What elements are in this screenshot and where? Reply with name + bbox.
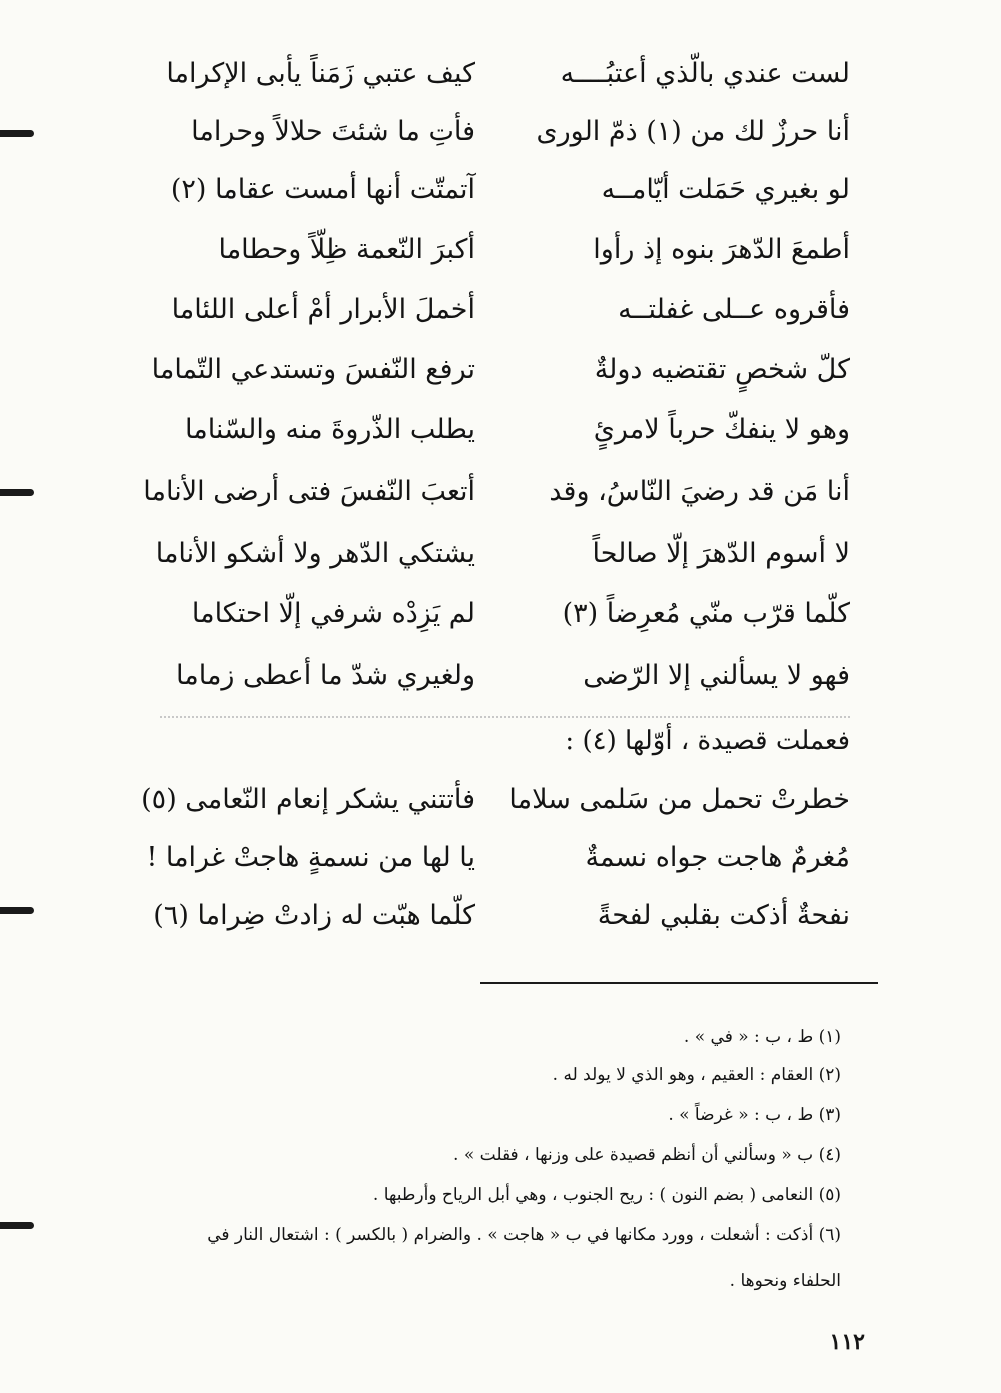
prose-intro: فعملت قصيدة ، أوّلها (٤) : [565, 726, 850, 756]
verse-first-hemistich: كلّما قرّب منّي مُعرِضاً (٣) [562, 598, 850, 629]
verse-row [141, 774, 850, 826]
verse-second-hemistich: يطلب الذّروةَ منه والسّناما [185, 414, 475, 445]
verse-first-hemistich: أطمعَ الدّهرَ بنوه إذ رأوا [593, 234, 850, 265]
verse-second-hemistich: آتمتّت أنها أمست عقاما (٢) [170, 174, 475, 205]
verse-first-hemistich: لست عندي بالّذي أعتبُــــه [560, 58, 850, 89]
verse-first-hemistich: وهو لا ينفكّ حرباً لامرئٍ [593, 414, 850, 445]
verse-row [150, 106, 850, 158]
verse-row [150, 284, 850, 336]
verse-first-hemistich: لا أسوم الدّهرَ إلّا صالحاً [592, 538, 850, 569]
verse-row [150, 528, 850, 580]
verse-row [143, 466, 850, 518]
footnote: (٥) النعامى ( بضم النون ) : ريح الجنوب ، وهي أبل الرياح وأرطبها . [372, 1185, 841, 1205]
verse-second-hemistich: يشتكي الدّهر ولا أشكو الأناما [155, 538, 475, 569]
verse-row [150, 588, 850, 640]
verse-second-hemistich: أتعبَ النّفسَ فتى أرضى الأناما [143, 476, 475, 507]
verse-second-hemistich: ولغيري شدّ ما أعطى زماما [176, 660, 475, 691]
verse-first-hemistich: خطرتْ تحمل من سَلمى سلاما [509, 784, 850, 815]
verse-second-hemistich: فأتِ ما شئتَ حلالاً وحراما [191, 116, 475, 147]
verse-row [150, 404, 850, 456]
footnote-separator [480, 982, 878, 984]
verse-second-hemistich: ترفع النّفسَ وتستدعي التّماما [151, 354, 475, 385]
footnote: (١) ط ، ب : « في » . [683, 1027, 841, 1047]
margin-mark [0, 489, 34, 496]
verse-first-hemistich: فهو لا يسألني إلا الرّضى [583, 660, 850, 691]
verse-second-hemistich: أكبرَ النّعمة ظِلّاً وحطاما [218, 234, 475, 265]
verse-second-hemistich: كيف عتبي زَمَناً يأبى الإكراما [166, 58, 475, 89]
verse-row [150, 48, 850, 100]
verse-second-hemistich: أخملَ الأبرار أمْ أعلى اللئاما [171, 294, 475, 325]
verse-second-hemistich: فأتتني يشكر إنعام النّعامى (٥) [141, 784, 475, 815]
verse-first-hemistich: لو بغيري حَمَلت أيّامــه [601, 174, 850, 205]
footnote: (٤) ب « وسألني أن أنظم قصيدة على وزنها ، فقلت » . [453, 1145, 841, 1165]
verse-first-hemistich: أنا مَن قد رضيَ النّاسُ، وقد [549, 476, 850, 507]
page-number: ١١٢ [829, 1329, 865, 1355]
verse-row [150, 344, 850, 396]
footnote: (٢) العقام : العقيم ، وهو الذي لا يولد له . [552, 1065, 841, 1085]
margin-mark [0, 907, 34, 914]
margin-mark [0, 1222, 34, 1229]
verse-row [150, 224, 850, 276]
verse-first-hemistich: فأقروه عــلى غفلتــه [618, 294, 850, 325]
verse-second-hemistich: كلّما هبّت له زادتْ ضِراما (٦) [153, 900, 475, 931]
verse-first-hemistich: مُغرمٌ هاجت جواه نسمةٌ [585, 842, 850, 873]
verse-second-hemistich: لم يَزِدْه شرفي إلّا احتكاما [191, 598, 475, 629]
footnote: الحلفاء ونحوها . [729, 1271, 841, 1291]
verse-first-hemistich: كلّ شخصٍ تقتضيه دولةٌ [594, 354, 850, 385]
verse-second-hemistich: يا لها من نسمةٍ هاجتْ غراما ! [146, 842, 475, 873]
verse-row [150, 164, 850, 216]
verse-row [150, 890, 850, 942]
verse-row [150, 650, 850, 702]
footnote: (٣) ط ، ب : « غرضاً » . [668, 1105, 841, 1125]
verse-first-hemistich: نفحةٌ أذكت بقلبي لفحةً [597, 900, 850, 931]
margin-mark [0, 130, 34, 137]
verse-first-hemistich: أنا حرزٌ لك من (١) ذمّ الورى [536, 116, 850, 147]
verse-row [146, 832, 850, 884]
footnote: (٦) أذكت : أشعلت ، وورد مكانها في ب « هاجت » . والضرام ( بالكسر ) : اشتعال النار في [207, 1225, 841, 1245]
